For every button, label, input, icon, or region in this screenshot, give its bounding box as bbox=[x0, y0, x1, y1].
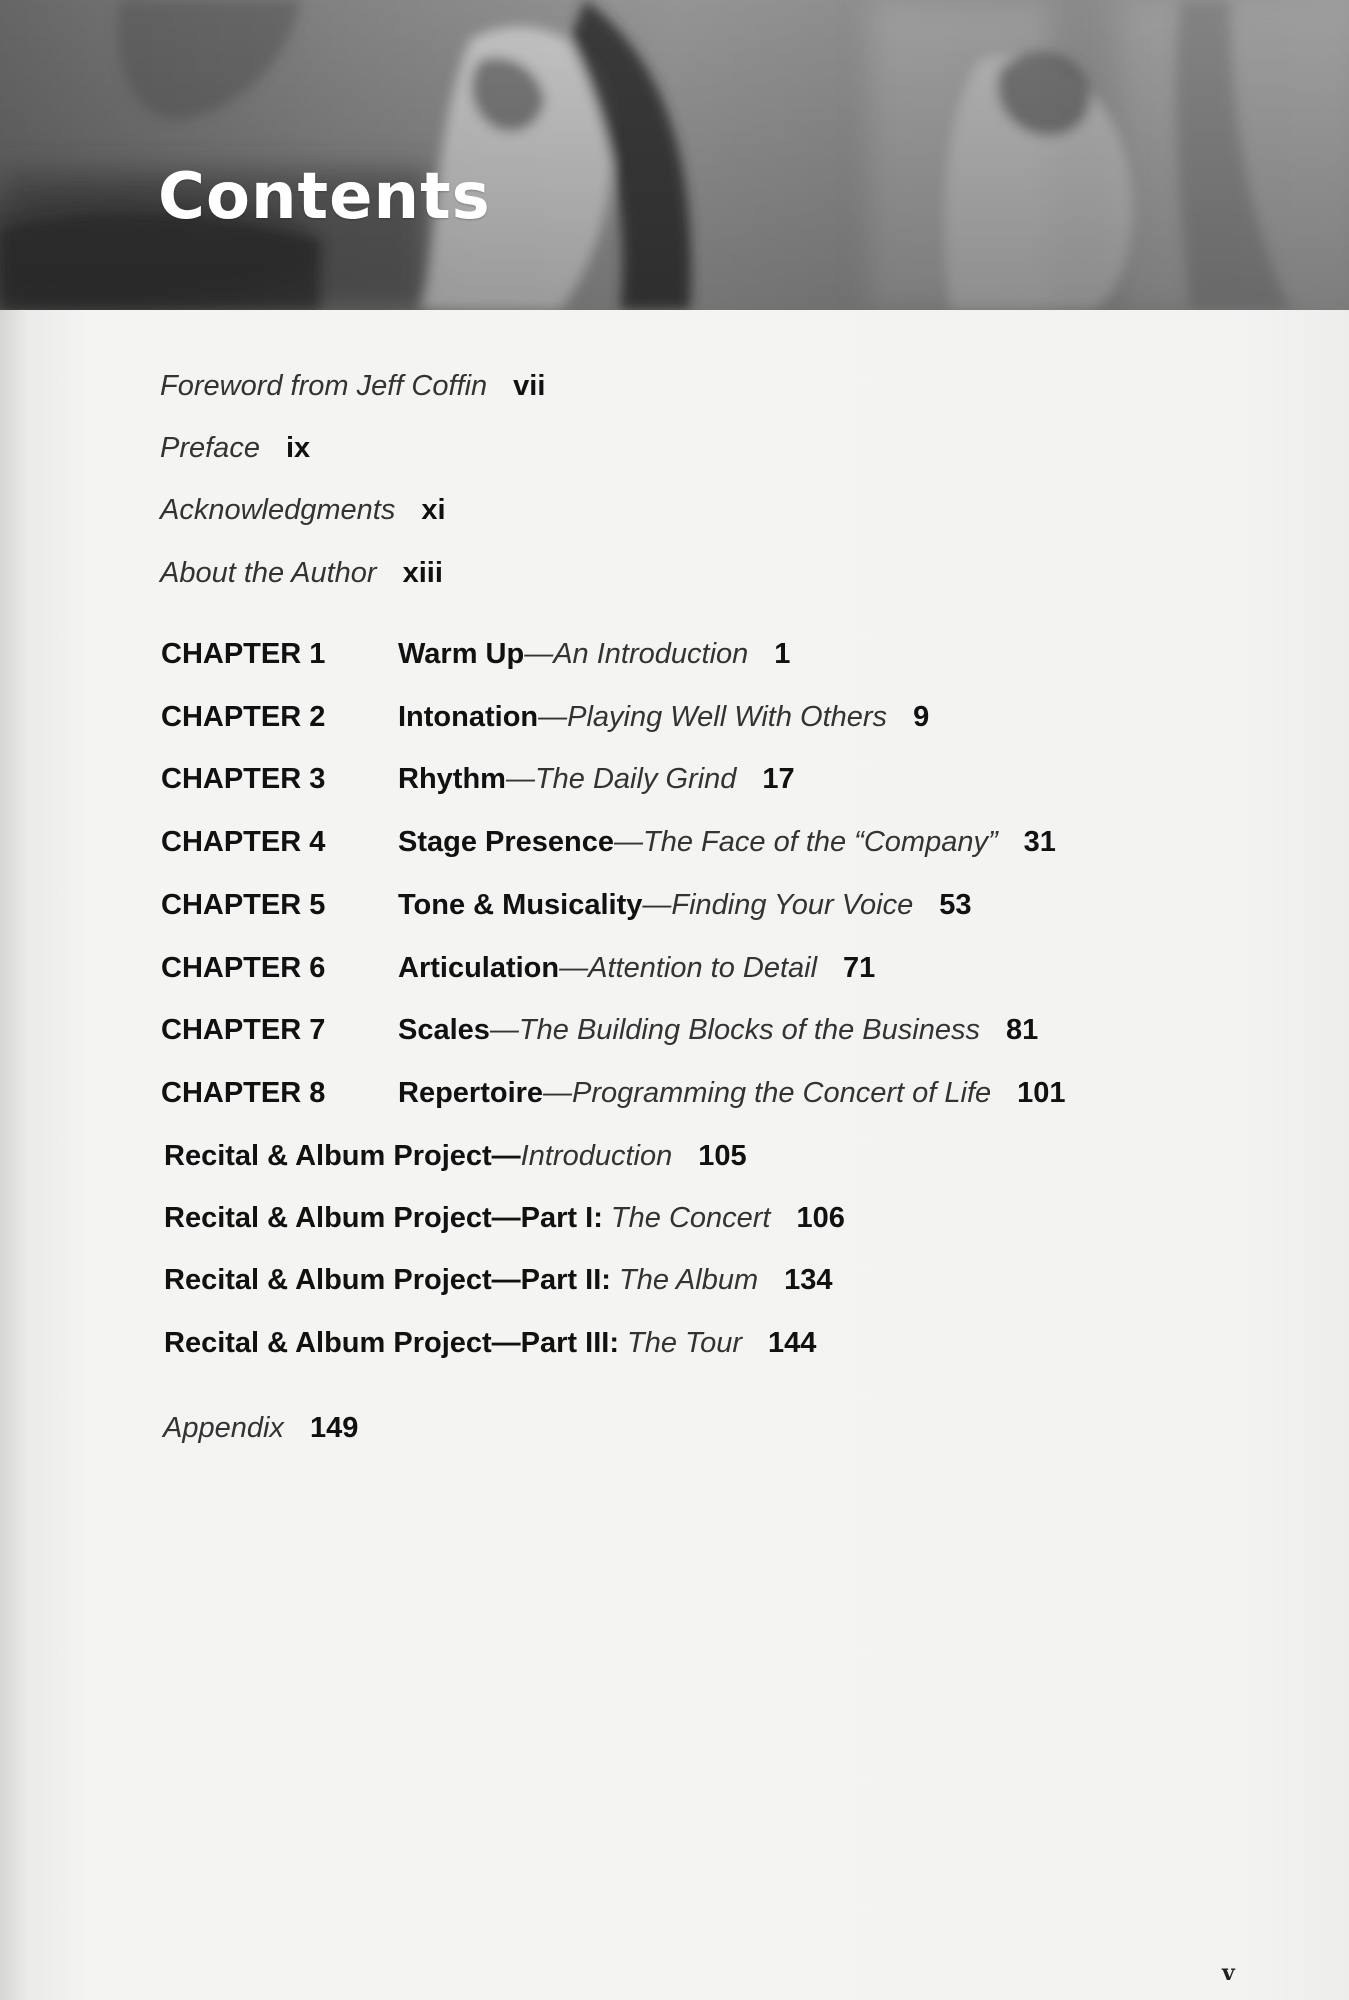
page-title: Contents bbox=[158, 160, 491, 234]
toc-entry-acknowledgments[interactable] bbox=[160, 496, 446, 525]
chapter-dash: — bbox=[642, 889, 672, 921]
toc-entry-label: About the Author bbox=[160, 557, 377, 589]
chapter-number: CHAPTER 4 bbox=[161, 826, 326, 858]
chapter-number: CHAPTER 7 bbox=[161, 1014, 326, 1046]
toc-entry-label: Acknowledgments bbox=[160, 494, 396, 526]
chapter-dash: — bbox=[614, 826, 644, 858]
toc-entry-preface[interactable] bbox=[160, 434, 310, 463]
toc-page-number: ix bbox=[285, 432, 311, 464]
toc-project-part-1[interactable] bbox=[164, 1204, 845, 1233]
chapter-title: Tone & Musicality bbox=[398, 889, 643, 921]
toc-chapter-1[interactable] bbox=[161, 640, 790, 669]
toc-page-number: 105 bbox=[698, 1140, 747, 1172]
chapter-subtitle: Playing Well With Others bbox=[567, 701, 888, 733]
chapter-number: CHAPTER 2 bbox=[161, 701, 326, 733]
toc-chapter-4[interactable] bbox=[161, 828, 1056, 857]
chapter-dash: — bbox=[505, 763, 535, 795]
chapter-title: Warm Up bbox=[398, 638, 525, 670]
toc-page-number: 53 bbox=[939, 889, 972, 921]
chapter-subtitle: The Building Blocks of the Business bbox=[518, 1014, 980, 1046]
project-title: Recital & Album Project— bbox=[164, 1202, 521, 1234]
header-photo bbox=[0, 0, 1349, 310]
chapter-title: Rhythm bbox=[398, 763, 506, 795]
toc-chapter-6[interactable] bbox=[161, 954, 875, 983]
project-subtitle: Introduction bbox=[520, 1140, 673, 1172]
toc-page-number: xi bbox=[421, 494, 446, 526]
toc-project-introduction[interactable] bbox=[164, 1142, 747, 1171]
toc-project-part-3[interactable] bbox=[164, 1329, 816, 1358]
chapter-title: Intonation bbox=[398, 701, 539, 733]
toc-page-number: 106 bbox=[796, 1202, 845, 1234]
header-photo-image bbox=[0, 0, 1349, 310]
toc-chapter-7[interactable] bbox=[161, 1016, 1038, 1045]
toc-page-number: 71 bbox=[843, 952, 876, 984]
chapter-dash: — bbox=[543, 1077, 573, 1109]
project-title: Recital & Album Project— bbox=[164, 1140, 521, 1172]
toc-page-number: 144 bbox=[768, 1327, 817, 1359]
toc-page-number: 17 bbox=[762, 763, 795, 795]
toc-page-number: xiii bbox=[402, 557, 443, 589]
toc-project-part-2[interactable] bbox=[164, 1266, 833, 1295]
toc-page-number: 81 bbox=[1005, 1014, 1039, 1046]
toc-page-number: 149 bbox=[309, 1412, 359, 1444]
project-subtitle: The Album bbox=[618, 1264, 759, 1296]
project-part: Part III: bbox=[520, 1327, 628, 1359]
toc-entry-label: Appendix bbox=[163, 1412, 284, 1444]
project-title: Recital & Album Project— bbox=[164, 1264, 521, 1296]
toc-chapter-3[interactable] bbox=[161, 765, 795, 794]
chapter-subtitle: The Face of the “Company” bbox=[643, 826, 998, 858]
toc-page-number: 31 bbox=[1023, 826, 1056, 858]
toc-entry-foreword[interactable] bbox=[160, 372, 545, 401]
toc-page-number: 1 bbox=[774, 638, 791, 670]
toc-entry-about-author[interactable] bbox=[160, 559, 443, 588]
project-part: Part II: bbox=[520, 1264, 619, 1296]
chapter-dash: — bbox=[524, 638, 554, 670]
toc-page-number: 9 bbox=[913, 701, 930, 733]
chapter-title: Articulation bbox=[398, 952, 560, 984]
project-subtitle: The Tour bbox=[627, 1327, 743, 1359]
toc-chapter-8[interactable] bbox=[161, 1079, 1066, 1108]
toc-chapter-5[interactable] bbox=[161, 891, 971, 920]
chapter-number: CHAPTER 5 bbox=[161, 889, 326, 921]
chapter-dash: — bbox=[559, 952, 589, 984]
project-part: Part I: bbox=[520, 1202, 611, 1234]
chapter-number: CHAPTER 6 bbox=[161, 952, 326, 984]
chapter-title: Stage Presence bbox=[398, 826, 615, 858]
chapter-subtitle: An Introduction bbox=[553, 638, 749, 670]
toc-entry-label: Preface bbox=[160, 432, 260, 464]
chapter-subtitle: Programming the Concert of Life bbox=[572, 1077, 992, 1109]
toc-chapter-2[interactable] bbox=[161, 703, 929, 732]
toc-entry-appendix[interactable] bbox=[163, 1414, 358, 1443]
chapter-number: CHAPTER 3 bbox=[161, 763, 326, 795]
page-folio: v bbox=[1222, 1960, 1235, 1986]
chapter-subtitle: Attention to Detail bbox=[588, 952, 818, 984]
chapter-number: CHAPTER 1 bbox=[161, 638, 326, 670]
project-subtitle: The Concert bbox=[610, 1202, 771, 1234]
toc-entry-label: Foreword from Jeff Coffin bbox=[160, 370, 488, 402]
chapter-dash: — bbox=[489, 1014, 519, 1046]
toc-page-number: 134 bbox=[784, 1264, 833, 1296]
chapter-number: CHAPTER 8 bbox=[161, 1077, 326, 1109]
chapter-dash: — bbox=[538, 701, 568, 733]
project-title: Recital & Album Project— bbox=[164, 1327, 521, 1359]
chapter-subtitle: The Daily Grind bbox=[534, 763, 737, 795]
toc-page-number: vii bbox=[513, 370, 546, 402]
chapter-title: Repertoire bbox=[398, 1077, 544, 1109]
chapter-subtitle: Finding Your Voice bbox=[671, 889, 914, 921]
chapter-title: Scales bbox=[398, 1014, 490, 1046]
toc-page-number: 101 bbox=[1017, 1077, 1066, 1109]
